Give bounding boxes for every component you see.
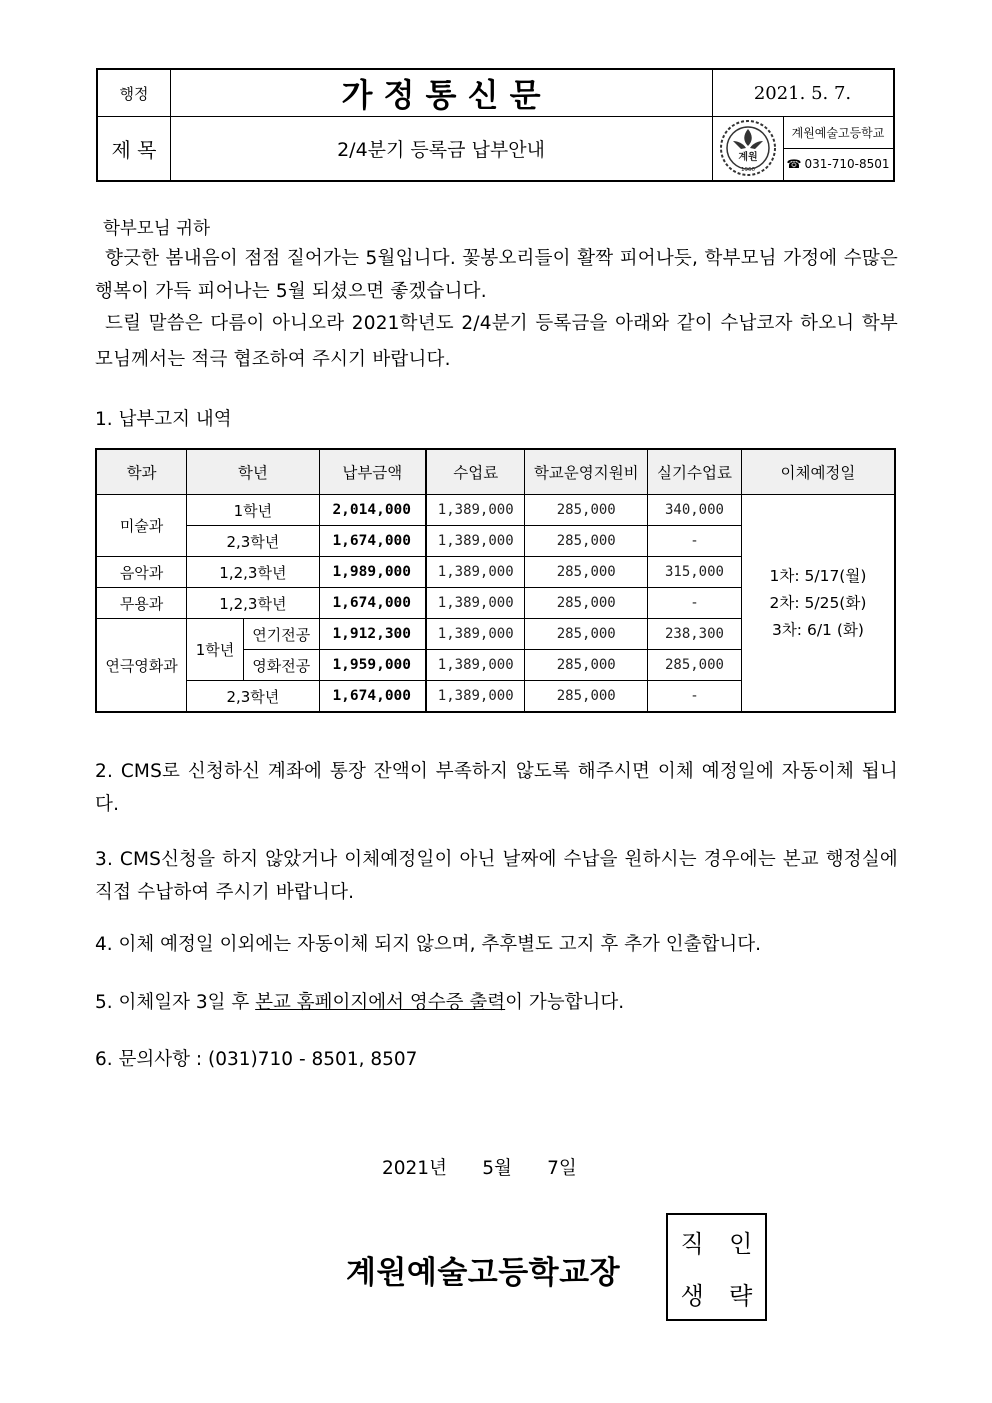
tuition-cell: 1,389,000 (426, 495, 525, 526)
greeting-paragraph: 향긋한 봄내음이 점점 짙어가는 5월입니다. 꽃봉오리들이 활짝 피어나듯, 학부모님 가정에 수많은 행복이 가득 피어나는 5월 되셨으면 좋겠습니다. (95, 248, 898, 302)
doc-date: 2021. 5. 7. (753, 82, 852, 104)
subject: 2/4분기 등록금 납부안내 (337, 138, 545, 161)
schedule-2: 2차: 5/25(화) (769, 593, 867, 612)
note-5-prefix: 5. 이체일자 3일 후 (95, 992, 256, 1013)
subject-label: 제 목 (111, 137, 157, 162)
dept-label: 행정 (119, 84, 149, 103)
tuition-cell: 1,389,000 (426, 526, 525, 557)
schedule-1: 1차: 5/17(월) (769, 566, 867, 585)
salutation: 학부모님 귀하 (103, 219, 210, 239)
col-header-dept: 학과 (96, 449, 187, 495)
support-cell: 285,000 (525, 650, 648, 681)
support-cell: 285,000 (525, 495, 648, 526)
amount-cell: 1,674,000 (319, 681, 426, 713)
table-row (96, 495, 895, 526)
support-cell: 285,000 (525, 557, 648, 588)
logo-year: 1960 (740, 167, 755, 173)
col-header-grade: 학년 (187, 449, 320, 495)
note-5 (95, 989, 624, 1017)
fee-table (95, 448, 896, 713)
tuition-cell: 1,389,000 (426, 650, 525, 681)
support-cell: 285,000 (525, 619, 648, 650)
doc-title: 가 정 통 신 문 (341, 76, 541, 114)
col-header-practical: 실기수업료 (648, 449, 742, 495)
support-cell: 285,000 (525, 681, 648, 713)
seal-omitted-stamp (666, 1213, 767, 1321)
note-5-suffix: 이 가능합니다. (505, 992, 625, 1013)
practical-cell: 340,000 (648, 495, 742, 526)
tuition-cell: 1,389,000 (426, 588, 525, 619)
seal-char: 직 (680, 1229, 704, 1258)
note-3: 3. CMS신청을 하지 않았거나 이체예정일이 아닌 날짜에 수납을 원하시는 경우에는 본교 행정실에 직접 수납하여 주시기 바랍니다. (95, 849, 898, 903)
grade-cell: 1,2,3학년 (187, 557, 320, 588)
note-5-underlined: 본교 홈페이지에서 영수증 출력 (255, 992, 506, 1013)
major-cell: 영화전공 (243, 650, 319, 681)
practical-cell: 285,000 (648, 650, 742, 681)
table-header-row (96, 449, 895, 495)
support-cell: 285,000 (525, 526, 648, 557)
request-paragraph: 드릴 말씀은 다름이 아니오라 2021학년도 2/4분기 등록금을 아래와 같이 수납코자 하오니 학부모님께서는 적극 협조하여 주시기 바랍니다. (95, 313, 898, 370)
tuition-cell: 1,389,000 (426, 557, 525, 588)
grade-cell: 1학년 (187, 619, 244, 681)
header-box (96, 68, 895, 182)
amount-cell: 1,989,000 (319, 557, 426, 588)
tuition-cell: 1,389,000 (426, 681, 525, 713)
grade-cell: 2,3학년 (187, 526, 320, 557)
tuition-cell: 1,389,000 (426, 619, 525, 650)
dept-cell: 무용과 (96, 588, 187, 619)
amount-cell: 1,959,000 (319, 650, 426, 681)
note-2: 2. CMS로 신청하신 계좌에 통장 잔액이 부족하지 않도록 해주시면 이체 예정일에 자동이체 됩니다. (95, 761, 898, 815)
amount-cell: 2,014,000 (319, 495, 426, 526)
dept-cell: 미술과 (96, 495, 187, 557)
practical-cell: 315,000 (648, 557, 742, 588)
amount-cell: 1,674,000 (319, 588, 426, 619)
support-cell: 285,000 (525, 588, 648, 619)
practical-cell: 238,300 (648, 619, 742, 650)
school-emblem-icon (719, 119, 777, 177)
seal-char: 인 (729, 1229, 753, 1258)
col-header-support: 학교운영지원비 (525, 449, 648, 495)
seal-char: 략 (729, 1281, 753, 1310)
issue-date: 2021년 5월 7일 (382, 1158, 577, 1179)
dept-cell: 음악과 (96, 557, 187, 588)
practical-cell: - (648, 588, 742, 619)
grade-cell: 1,2,3학년 (187, 588, 320, 619)
practical-cell: - (648, 526, 742, 557)
amount-cell: 1,674,000 (319, 526, 426, 557)
phone-icon: ☎ (786, 157, 802, 171)
signer-name: 계원예술고등학교장 (346, 1255, 621, 1291)
school-name: 계원예술고등학교 (791, 125, 885, 140)
grade-cell: 1학년 (187, 495, 320, 526)
note-4: 4. 이체 예정일 이외에는 자동이체 되지 않으며, 추후별도 고지 후 추가 인출합니다. (95, 934, 761, 955)
col-header-schedule: 이체예정일 (741, 449, 895, 495)
col-header-tuition: 수업료 (426, 449, 525, 495)
school-phone: 031-710-8501 (804, 157, 890, 171)
practical-cell: - (648, 681, 742, 713)
amount-cell: 1,912,300 (319, 619, 426, 650)
grade-cell: 2,3학년 (187, 681, 320, 713)
logo-text: 계원 (737, 152, 758, 163)
major-cell: 연기전공 (243, 619, 319, 650)
phone-line (783, 148, 893, 180)
col-header-amount: 납부금액 (319, 449, 426, 495)
schedule-cell (741, 495, 895, 713)
dept-cell: 연극영화과 (96, 619, 187, 713)
schedule-3: 3차: 6/1 (화) (771, 620, 864, 639)
school-logo (712, 116, 783, 180)
note-6: 6. 문의사항 : (031)710 - 8501, 8507 (95, 1049, 418, 1070)
section-heading-1: 1. 납부고지 내역 (95, 409, 232, 430)
seal-char: 생 (680, 1281, 704, 1310)
